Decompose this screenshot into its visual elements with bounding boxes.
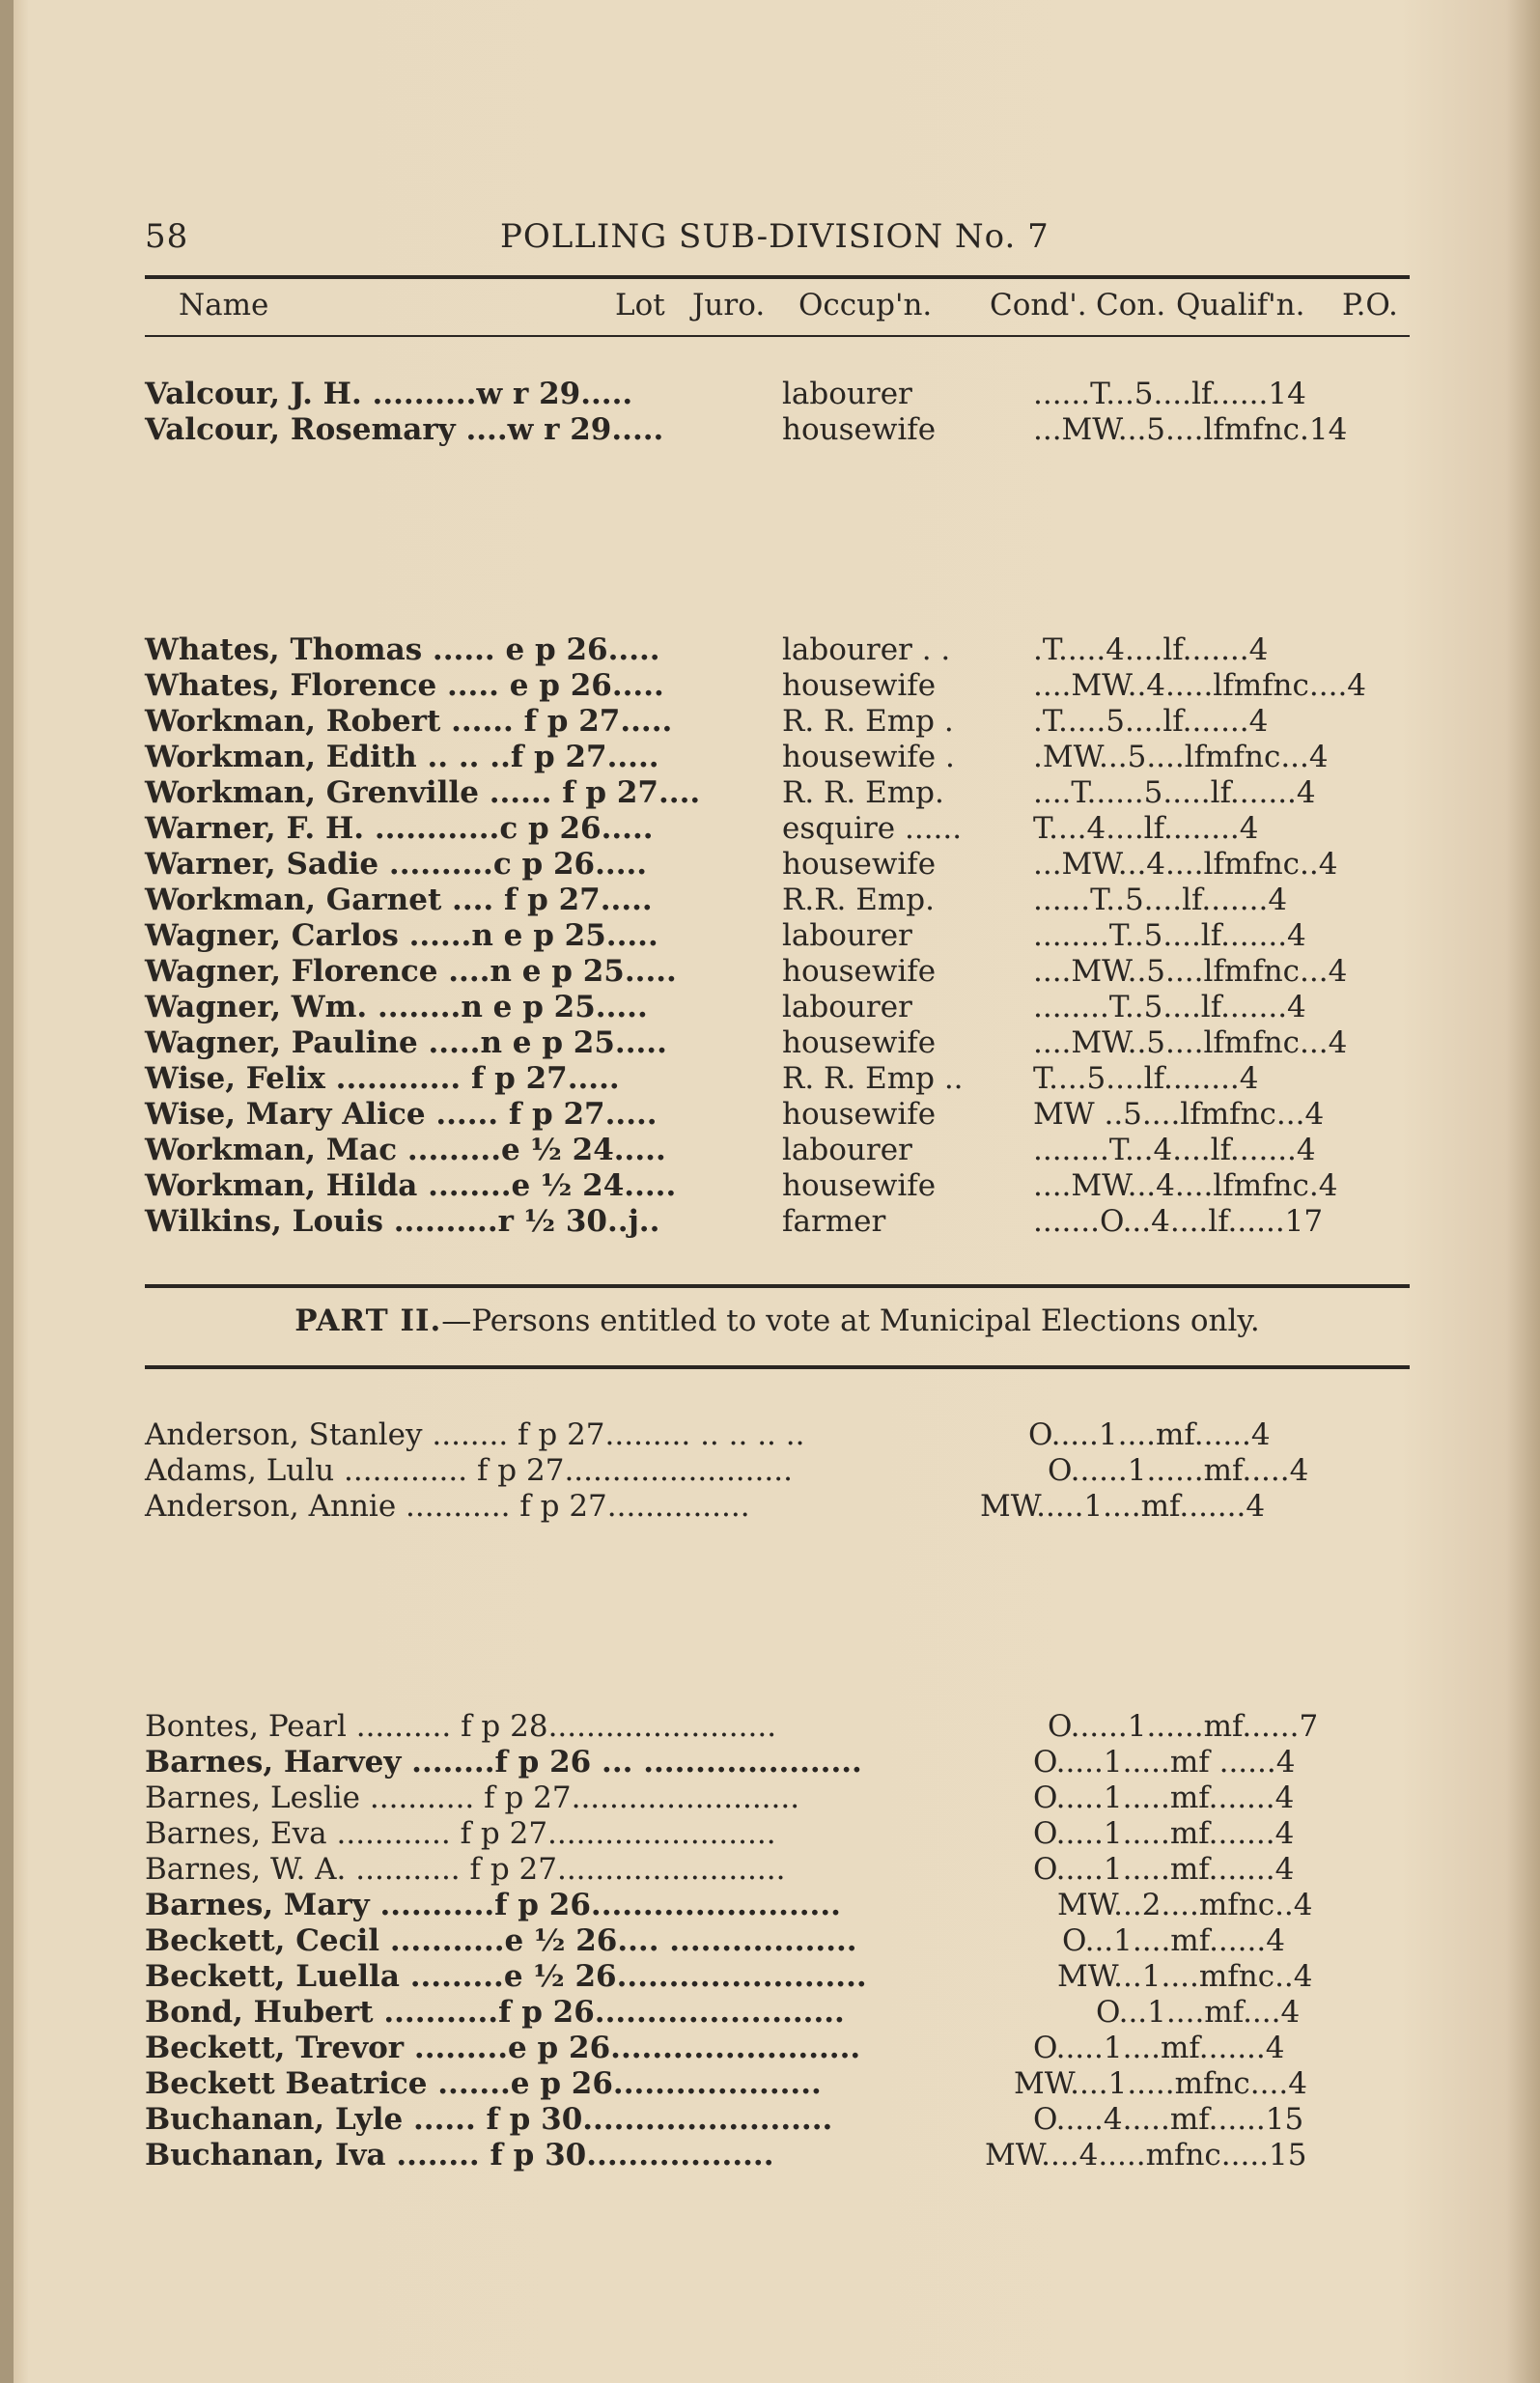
- voter-name: Buchanan, Iva ........ f p 30..................: [145, 2138, 774, 2173]
- voter-details: .MW...5....lfmfnc...4: [1033, 740, 1329, 774]
- voter-occupation: housewife: [782, 1168, 937, 1203]
- list-item: [145, 2102, 1410, 2138]
- voter-name: Barnes, W. A. ........... f p 27........................: [145, 1852, 786, 1887]
- part2-rule-top: [145, 1284, 1410, 1288]
- voter-details: ........T..5....lf.......4: [1033, 918, 1306, 953]
- voter-name: Beckett, Trevor .........e p 26........................: [145, 2031, 861, 2065]
- voter-name: Wagner, Carlos ......n e p 25.....: [145, 918, 658, 953]
- voter-name: Workman, Garnet .... f p 27.....: [145, 883, 653, 917]
- list-item: [145, 883, 1410, 918]
- page-title: POLLING SUB-DIVISION No. 7: [500, 217, 1050, 256]
- voter-name: Workman, Hilda ........e ½ 24.....: [145, 1168, 677, 1203]
- voter-details: ...MW...5....lfmfnc.14: [1033, 412, 1348, 447]
- list-item: [145, 847, 1410, 883]
- voter-details: O......1......mf......7: [1048, 1709, 1319, 1744]
- voter-name: Workman, Grenville ...... f p 27....: [145, 775, 701, 810]
- list-item: [145, 1489, 1410, 1525]
- list-item: [145, 1097, 1410, 1133]
- col-conduct: Cond'.: [990, 288, 1087, 322]
- voter-name: Valcour, J. H. ..........w r 29.....: [145, 377, 633, 411]
- voter-name: Warner, F. H. ............c p 26.....: [145, 811, 654, 846]
- voter-occupation: R. R. Emp.: [782, 775, 944, 810]
- list-item: [145, 1852, 1410, 1888]
- list-item: [145, 1709, 1410, 1745]
- voter-details: MW....1.....mfnc....4: [1014, 2066, 1307, 2101]
- list-item: [145, 632, 1410, 668]
- voter-name: Wagner, Wm. ........n e p 25.....: [145, 990, 648, 1024]
- header-rule-top: [145, 275, 1410, 279]
- col-po: P.O.: [1342, 288, 1398, 322]
- voter-details: ....MW...4....lfmfnc.4: [1033, 1168, 1338, 1203]
- list-item: [145, 2138, 1410, 2173]
- voter-name: Barnes, Eva ............ f p 27........................: [145, 1816, 776, 1851]
- voter-occupation: housewife .: [782, 740, 955, 774]
- page-number: 58: [145, 217, 189, 256]
- voter-details: .T.....5....lf.......4: [1033, 704, 1269, 739]
- voter-details: T....5....lf........4: [1033, 1061, 1259, 1096]
- voter-details: MW ..5....lfmfnc...4: [1033, 1097, 1325, 1132]
- list-item: [145, 2066, 1410, 2102]
- voter-details: O.....1....mf.......4: [1033, 2031, 1285, 2065]
- list-item: [145, 1995, 1410, 2031]
- list-item: [145, 1204, 1410, 1240]
- part2-text: —Persons entitled to vote at Municipal Elections only.: [441, 1304, 1260, 1338]
- voter-occupation: housewife: [782, 668, 937, 703]
- voter-details: ....MW..4.....lfmfnc....4: [1033, 668, 1367, 703]
- voter-details: .......O...4....lf......17: [1033, 1204, 1324, 1239]
- voter-occupation: housewife: [782, 1097, 937, 1132]
- voter-occupation: labourer . .: [782, 632, 951, 667]
- list-item: [145, 740, 1410, 775]
- voter-name: Wagner, Pauline .....n e p 25.....: [145, 1025, 667, 1060]
- voter-name: Adams, Lulu ............. f p 27........................: [145, 1453, 793, 1488]
- part2-rule-bottom: [145, 1365, 1410, 1369]
- column-headers: [145, 288, 1410, 330]
- voter-name: Wilkins, Louis ..........r ½ 30..j..: [145, 1204, 660, 1239]
- part2-heading: [145, 1304, 1410, 1338]
- list-item: [145, 775, 1410, 811]
- col-lot: Lot: [615, 288, 665, 322]
- voter-details: T....4....lf........4: [1033, 811, 1259, 846]
- voter-name: Beckett, Luella .........e ½ 26........................: [145, 1959, 867, 1994]
- voter-details: O...1....mf......4: [1062, 1923, 1285, 1958]
- header-rule-bottom: [145, 335, 1410, 337]
- list-item: [145, 1888, 1410, 1923]
- list-item: [145, 1959, 1410, 1995]
- voter-occupation: labourer: [782, 990, 912, 1024]
- list-item: [145, 704, 1410, 740]
- voter-details: O......1......mf.....4: [1048, 1453, 1309, 1488]
- voter-name: Whates, Thomas ...... e p 26.....: [145, 632, 660, 667]
- voter-name: Whates, Florence ..... e p 26.....: [145, 668, 664, 703]
- list-item: [145, 668, 1410, 704]
- list-item: [145, 1816, 1410, 1852]
- col-con: Con.: [1096, 288, 1166, 322]
- list-item: [145, 1061, 1410, 1097]
- list-item: [145, 2031, 1410, 2066]
- voter-name: Buchanan, Lyle ...... f p 30........................: [145, 2102, 833, 2137]
- voter-occupation: farmer: [782, 1204, 886, 1239]
- voter-details: O.....1....mf......4: [1028, 1417, 1271, 1452]
- voter-name: Barnes, Harvey ........f p 26 ... .....................: [145, 1745, 862, 1780]
- voter-details: O...1....mf....4: [1096, 1995, 1301, 2030]
- voter-details: ......T..5....lf.......4: [1033, 883, 1288, 917]
- voter-details: ....T......5.....lf.......4: [1033, 775, 1316, 810]
- col-juror: Juro.: [692, 288, 766, 322]
- voter-name: Workman, Robert ...... f p 27.....: [145, 704, 673, 739]
- voter-occupation: housewife: [782, 954, 937, 989]
- voter-details: MW...2....mfnc..4: [1057, 1888, 1313, 1922]
- voter-name: Barnes, Mary ...........f p 26........................: [145, 1888, 841, 1922]
- voter-details: O.....1.....mf ......4: [1033, 1745, 1296, 1780]
- voter-details: ...MW...4....lfmfnc..4: [1033, 847, 1338, 882]
- list-item: [145, 1745, 1410, 1780]
- voter-name: Wagner, Florence ....n e p 25.....: [145, 954, 677, 989]
- voter-name: Bond, Hubert ...........f p 26........................: [145, 1995, 845, 2030]
- voter-name: Valcour, Rosemary ....w r 29.....: [145, 412, 664, 447]
- page-header: [145, 217, 1410, 266]
- col-occupation: Occup'n.: [798, 288, 933, 322]
- list-item: [145, 1025, 1410, 1061]
- voter-details: MW....4.....mfnc.....15: [985, 2138, 1307, 2173]
- list-item: [145, 990, 1410, 1025]
- voter-details: MW...1....mfnc..4: [1057, 1959, 1313, 1994]
- list-item: [145, 1133, 1410, 1168]
- voter-name: Warner, Sadie ..........c p 26.....: [145, 847, 648, 882]
- voter-occupation: housewife: [782, 412, 937, 447]
- voter-details: O.....4.....mf......15: [1033, 2102, 1304, 2137]
- voter-occupation: labourer: [782, 377, 912, 411]
- list-item: [145, 1168, 1410, 1204]
- voter-details: ......T...5....lf......14: [1033, 377, 1306, 411]
- voter-name: Anderson, Annie ........... f p 27...............: [145, 1489, 750, 1524]
- voter-details: ........T..5....lf.......4: [1033, 990, 1306, 1024]
- voter-details: ....MW..5....lfmfnc...4: [1033, 1025, 1348, 1060]
- col-name: Name: [179, 288, 269, 322]
- voter-name: Barnes, Leslie ........... f p 27........................: [145, 1780, 800, 1815]
- voter-name: Workman, Edith .. .. ..f p 27.....: [145, 740, 659, 774]
- list-item: [145, 918, 1410, 954]
- book-spine: [0, 0, 14, 2383]
- voter-details: MW.....1....mf.......4: [980, 1489, 1266, 1524]
- voter-occupation: labourer: [782, 918, 912, 953]
- voter-occupation: R. R. Emp ..: [782, 1061, 964, 1096]
- list-item: [145, 1453, 1410, 1489]
- voter-occupation: R.R. Emp.: [782, 883, 935, 917]
- list-item: [145, 1923, 1410, 1959]
- voter-occupation: R. R. Emp .: [782, 704, 954, 739]
- list-item: [145, 1417, 1410, 1453]
- list-item: [145, 811, 1410, 847]
- voter-name: Wise, Felix ............ f p 27.....: [145, 1061, 620, 1096]
- voter-details: ....MW..5....lfmfnc...4: [1033, 954, 1348, 989]
- list-item: [145, 377, 1410, 412]
- voter-details: O.....1.....mf.......4: [1033, 1816, 1295, 1851]
- voter-occupation: esquire ......: [782, 811, 963, 846]
- voter-name: Beckett Beatrice .......e p 26....................: [145, 2066, 822, 2101]
- voter-details: .T.....4....lf.......4: [1033, 632, 1269, 667]
- list-item: [145, 412, 1410, 448]
- voter-details: ........T...4....lf.......4: [1033, 1133, 1316, 1167]
- voter-occupation: labourer: [782, 1133, 912, 1167]
- col-qualification: Qualif'n.: [1176, 288, 1305, 322]
- voter-name: Anderson, Stanley ........ f p 27......... .. .. .. ..: [145, 1417, 805, 1452]
- voter-occupation: housewife: [782, 1025, 937, 1060]
- voter-details: O.....1.....mf.......4: [1033, 1780, 1295, 1815]
- voter-occupation: housewife: [782, 847, 937, 882]
- voter-name: Workman, Mac .........e ½ 24.....: [145, 1133, 666, 1167]
- voter-name: Beckett, Cecil ...........e ½ 26.... ..................: [145, 1923, 857, 1958]
- part2-label: PART II.: [294, 1304, 442, 1338]
- voter-name: Wise, Mary Alice ...... f p 27.....: [145, 1097, 658, 1132]
- voter-details: O.....1.....mf.......4: [1033, 1852, 1295, 1887]
- list-item: [145, 1780, 1410, 1816]
- list-item: [145, 954, 1410, 990]
- voter-name: Bontes, Pearl .......... f p 28........................: [145, 1709, 777, 1744]
